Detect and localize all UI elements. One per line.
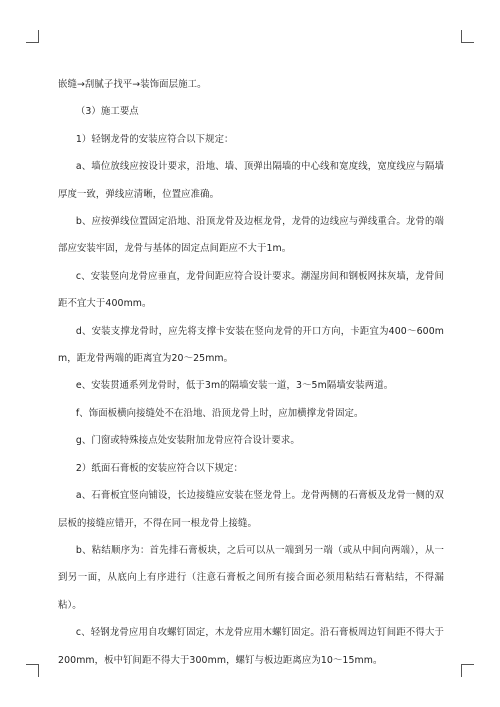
- paragraph: c、安装竖向龙骨应垂直，龙骨间距应符合设计要求。潮湿房间和钢板网抹灰墙，龙骨间距不宜大于400mm。: [58, 270, 444, 310]
- paragraph: 嵌缝→刮腻子找平→装饰面层施工。: [58, 79, 207, 90]
- crop-mark-top-left: [26, 30, 39, 43]
- section-heading: （3）施工要点: [75, 106, 139, 118]
- paragraph: a、石膏板宜竖向铺设，长边接缝应安装在竖龙骨上。龙骨两侧的石膏板及龙骨一侧的双层板的接缝应错开，不得在同一根龙骨上接缝。: [58, 490, 444, 529]
- subsection-heading: 2）纸面石膏板的安装应符合以下规定：: [75, 462, 244, 474]
- paragraph: d、安装支撑龙骨时，应先将支撑卡安装在竖向龙骨的开口方向，卡距宜为400～600mm，距龙骨两端的距离宜为20～25mm。: [58, 325, 444, 365]
- paragraph: a、墙位放线应按设计要求，沿地、墙、顶弹出隔墙的中心线和宽度线，宽度线应与隔墙厚度一致，弹线应清晰，位置应准确。: [58, 161, 444, 200]
- paragraph: g、门窗或特殊接点处安装附加龙骨应符合设计要求。: [75, 435, 300, 447]
- paragraph: f、饰面板横向接缝处不在沿地、沿顶龙骨上时，应加横撑龙骨固定。: [75, 407, 364, 419]
- paragraph: e、安装贯通系列龙骨时，低于3m的隔墙安装一道，3～5m隔墙安装两道。: [75, 380, 394, 392]
- paragraph: b、应按弹线位置固定沿地、沿顶龙骨及边框龙骨，龙骨的边线应与弹线重合。龙骨的端部应安装牢固，龙骨与基体的固定点间距应不大于1m。: [58, 216, 444, 255]
- crop-mark-bottom-right: [461, 664, 474, 677]
- subsection-heading: 1）轻钢龙骨的安装应符合以下规定：: [75, 133, 234, 145]
- paragraph: b、粘结顺序为：首先排石膏板块，之后可以从一端到另一端（或从中间向两端），从一到另一面，从底向上有序进行（注意石膏板之间所有接合面必须用粘结石膏粘结，不得漏粘）。: [58, 544, 444, 611]
- crop-mark-bottom-left: [26, 664, 39, 677]
- paragraph: c、轻钢龙骨应用自攻螺钉固定，木龙骨应用木螺钉固定。沿石膏板周边钉间距不得大于200mm，板中钉间距不得大于300mm，螺钉与板边距离应为10～15mm。: [58, 627, 444, 666]
- crop-mark-top-right: [461, 30, 474, 43]
- document-body: [58, 71, 444, 674]
